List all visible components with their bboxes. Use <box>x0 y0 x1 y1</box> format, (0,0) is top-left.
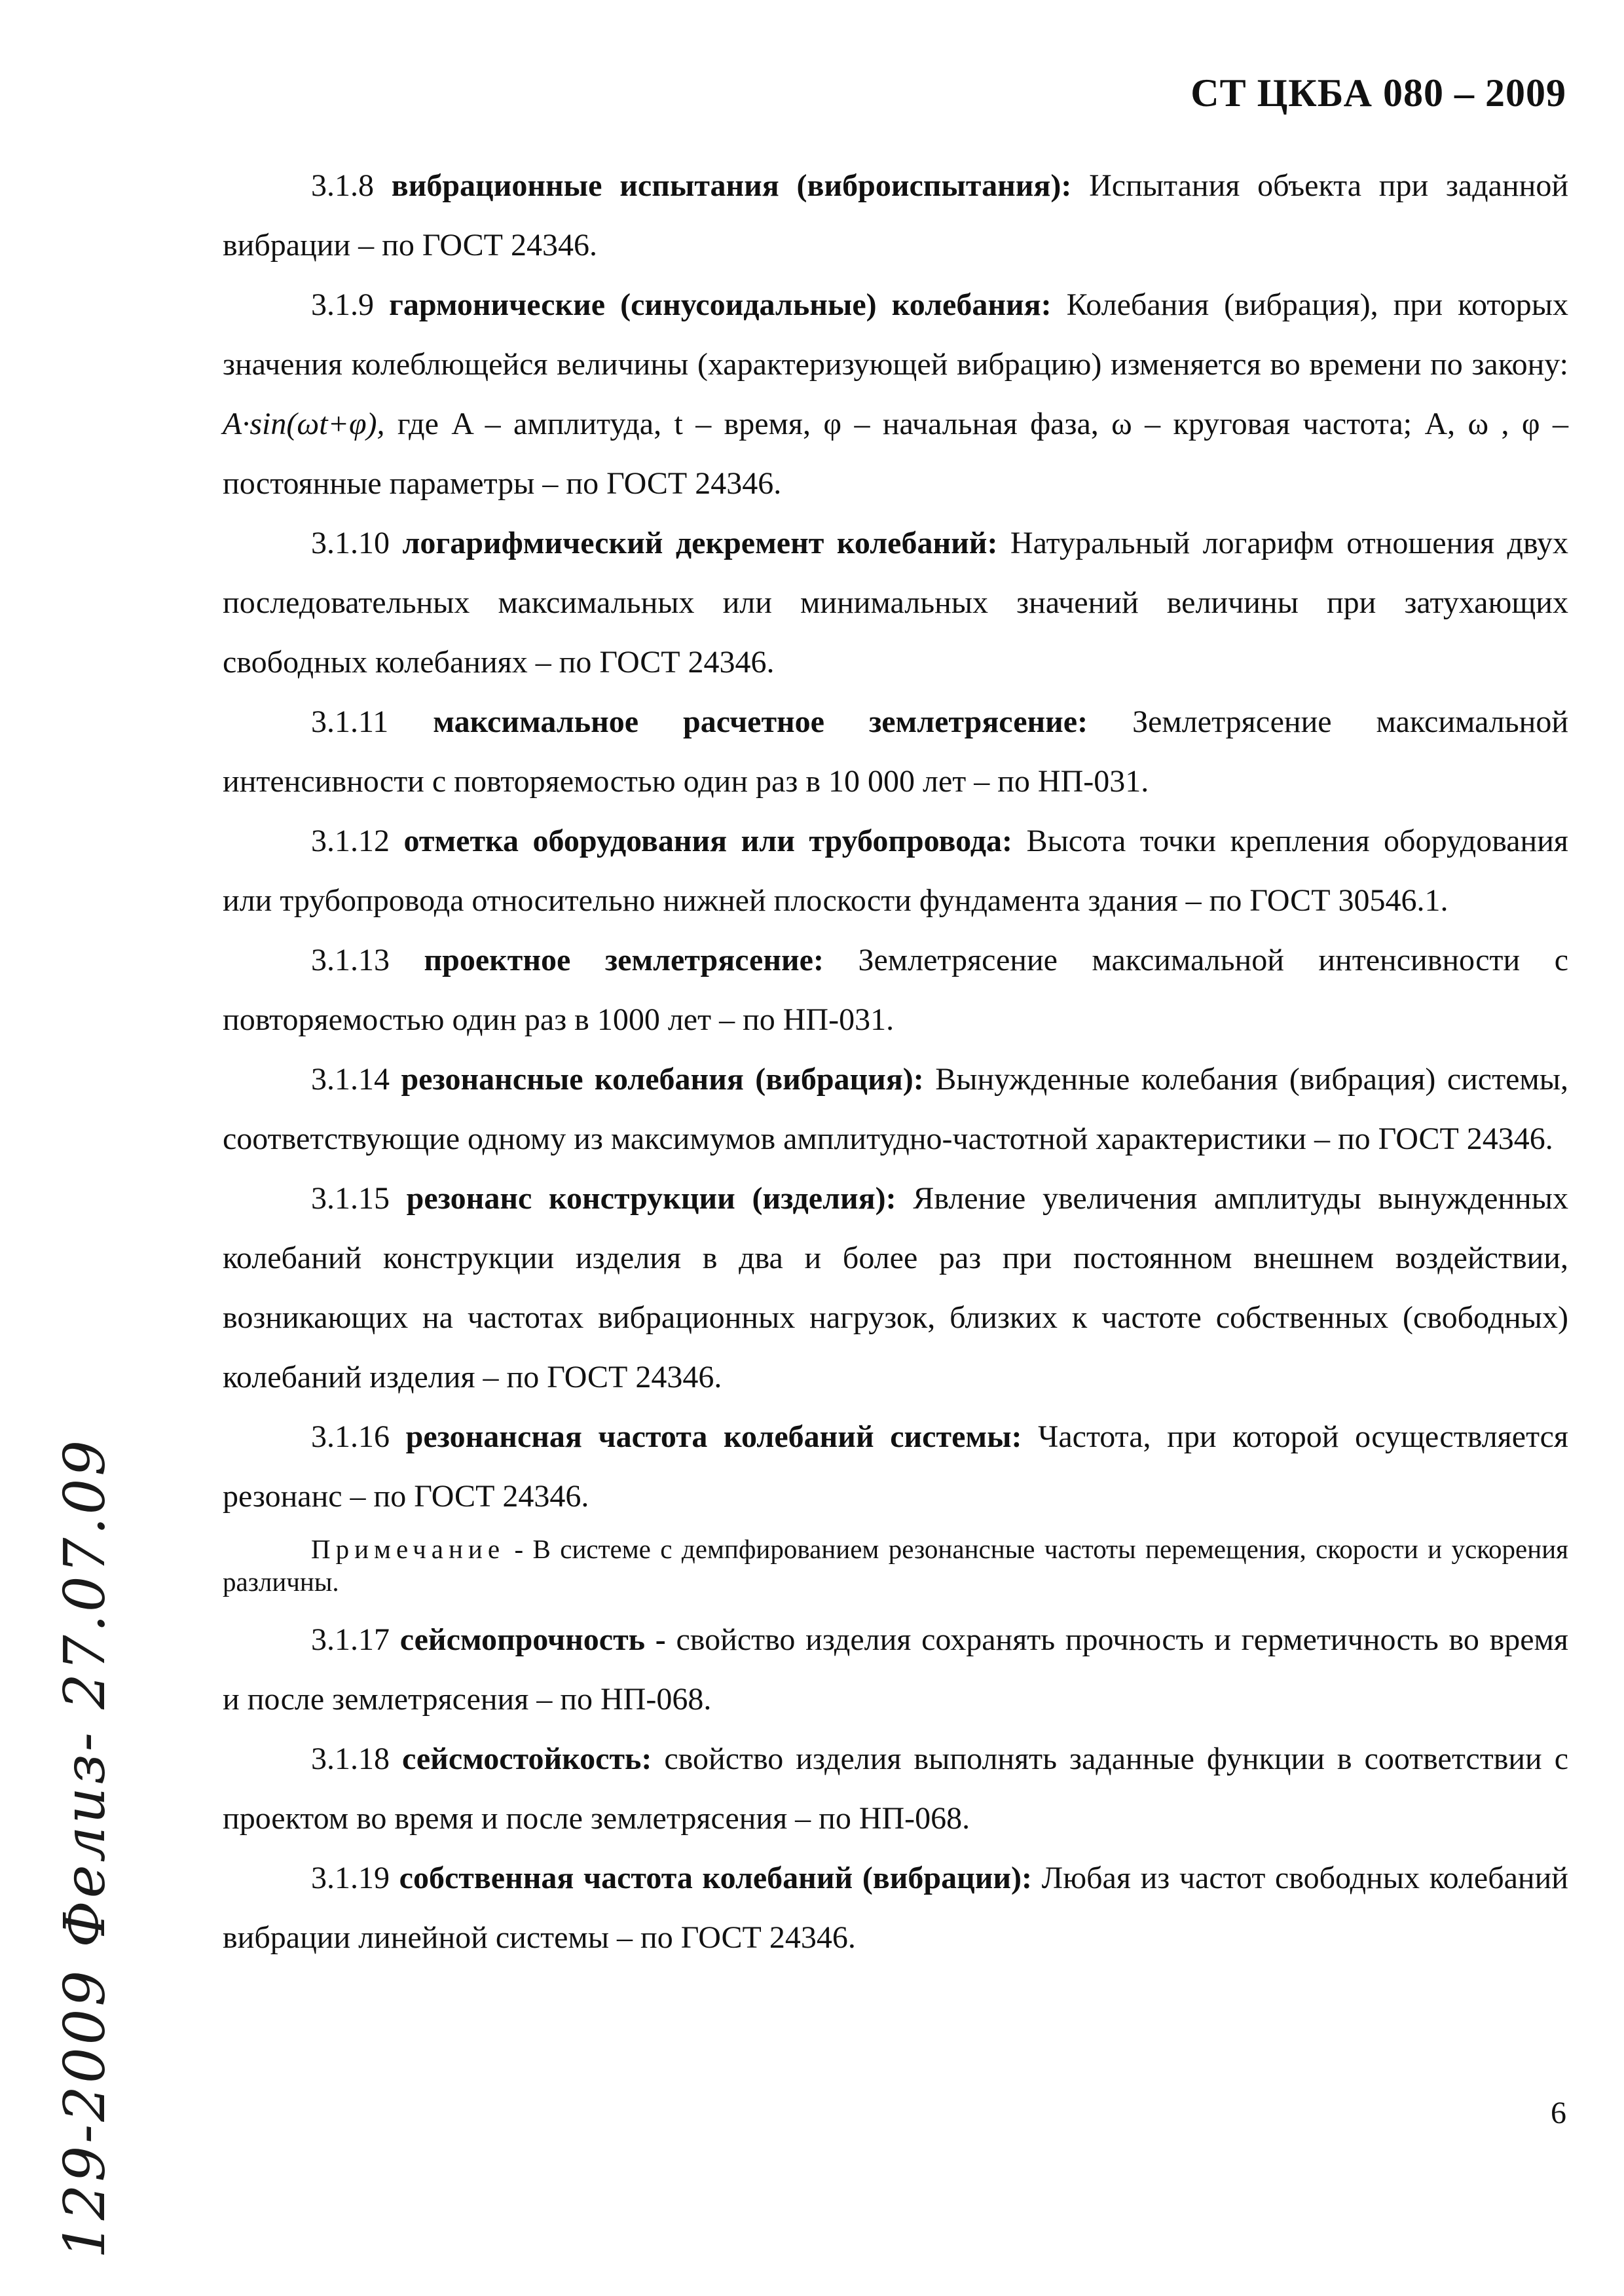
term-title: сейсмостойкость: <box>401 1741 652 1776</box>
term-title: собственная частота колебаний (вибрации): <box>399 1861 1033 1895</box>
note: Примечание - В системе с демпфированием резонансные частоты перемещения, скорости и ускорения различны. <box>223 1534 1568 1597</box>
term-3-1-9: 3.1.9 гармонические (синусоидальные) колебания: Колебания (вибрация), при которых значения колеблющейся величины (характеризующей вибрацию) изменяется во времени по закону: A·sin(ωt+φ), где A – амплитуда, t – время, φ – начальная фаза, ω – круговая частота; A, ω , φ – постоянные параметры – по ГОСТ 24346. <box>223 287 1569 501</box>
term-3-1-10: 3.1.10 логарифмический декремент колебаний: Натуральный логарифм отношения двух последовательных максимальных или минимальных значений величины при затухающих свободных колебаниях – по ГОСТ 24346. <box>223 526 1568 680</box>
term-title: проектное землетрясение: <box>424 943 824 977</box>
term-title: гармонические (синусоидальные) колебания: <box>389 287 1052 322</box>
term-title: максимальное расчетное землетрясение: <box>433 704 1088 739</box>
document-body <box>223 156 1568 1967</box>
formula: A·sin(ωt+φ), <box>223 407 385 441</box>
term-3-1-15: 3.1.15 резонанс конструкции (изделия): Явление увеличения амплитуды вынужденных колебаний конструкции изделия в два и более раз при постоянном внешнем воздействии, возникающих на частотах вибрационных нагрузок, близких к частоте собственных (свободных) колебаний изделия – по ГОСТ 24346. <box>223 1181 1568 1394</box>
term-3-1-19: 3.1.19 собственная частота колебаний (вибрации): Любая из частот свободных колебаний вибрации линейной системы – по ГОСТ 24346. <box>223 1861 1568 1955</box>
term-title: резонансные колебания (вибрация): <box>401 1062 924 1097</box>
term-3-1-14: 3.1.14 резонансные колебания (вибрация): Вынужденные колебания (вибрация) системы, соответствующие одному из максимумов амплитудно-частотной характеристики – по ГОСТ 24346. <box>223 1062 1569 1156</box>
term-3-1-16: 3.1.16 резонансная частота колебаний системы: Частота, при которой осуществляется резонанс – по ГОСТ 24346. <box>223 1419 1569 1514</box>
term-3-1-8: 3.1.8 вибрационные испытания (виброиспытания): Испытания объекта при заданной вибрации – по ГОСТ 24346. <box>223 168 1569 263</box>
term-3-1-11: 3.1.11 максимальное расчетное землетрясение: Землетрясение максимальной интенсивности с повторяемостью один раз в 10 000 лет – по НП-031. <box>223 704 1569 799</box>
term-title: резонансная частота колебаний системы: <box>405 1419 1022 1454</box>
term-title: вибрационные испытания (виброиспытания): <box>391 168 1072 203</box>
term-title: отметка оборудования или трубопровода: <box>403 824 1012 858</box>
handwritten-margin-note <box>52 1437 151 2259</box>
term-title: логарифмический декремент колебаний: <box>402 526 998 560</box>
term-3-1-17: 3.1.17 сейсмопрочность - свойство изделия сохранять прочность и герметичность во время и после землетрясения – по НП-068. <box>223 1622 1569 1717</box>
term-3-1-13: 3.1.13 проектное землетрясение: Землетрясение максимальной интенсивности с повторяемостью один раз в 1000 лет – по НП-031. <box>223 943 1569 1037</box>
term-3-1-18: 3.1.18 сейсмостойкость: свойство изделия выполнять заданные функции в соответствии с проектом во время и после землетрясения – по НП-068. <box>223 1741 1569 1836</box>
handwritten-signature-text: 129-2009 Фелиз- 27.07.09 <box>52 1437 118 2259</box>
document-code-header: СТ ЦКБА 080 – 2009 <box>1190 71 1566 115</box>
term-title: резонанс конструкции (изделия): <box>406 1181 896 1216</box>
page-number: 6 <box>1551 2096 1566 2130</box>
term-3-1-12: 3.1.12 отметка оборудования или трубопровода: Высота точки крепления оборудования или трубопровода относительно нижней плоскости фундамента здания – по ГОСТ 30546.1. <box>223 824 1568 918</box>
term-title: сейсмопрочность - <box>399 1622 666 1657</box>
note-label: Примечание <box>311 1534 506 1564</box>
